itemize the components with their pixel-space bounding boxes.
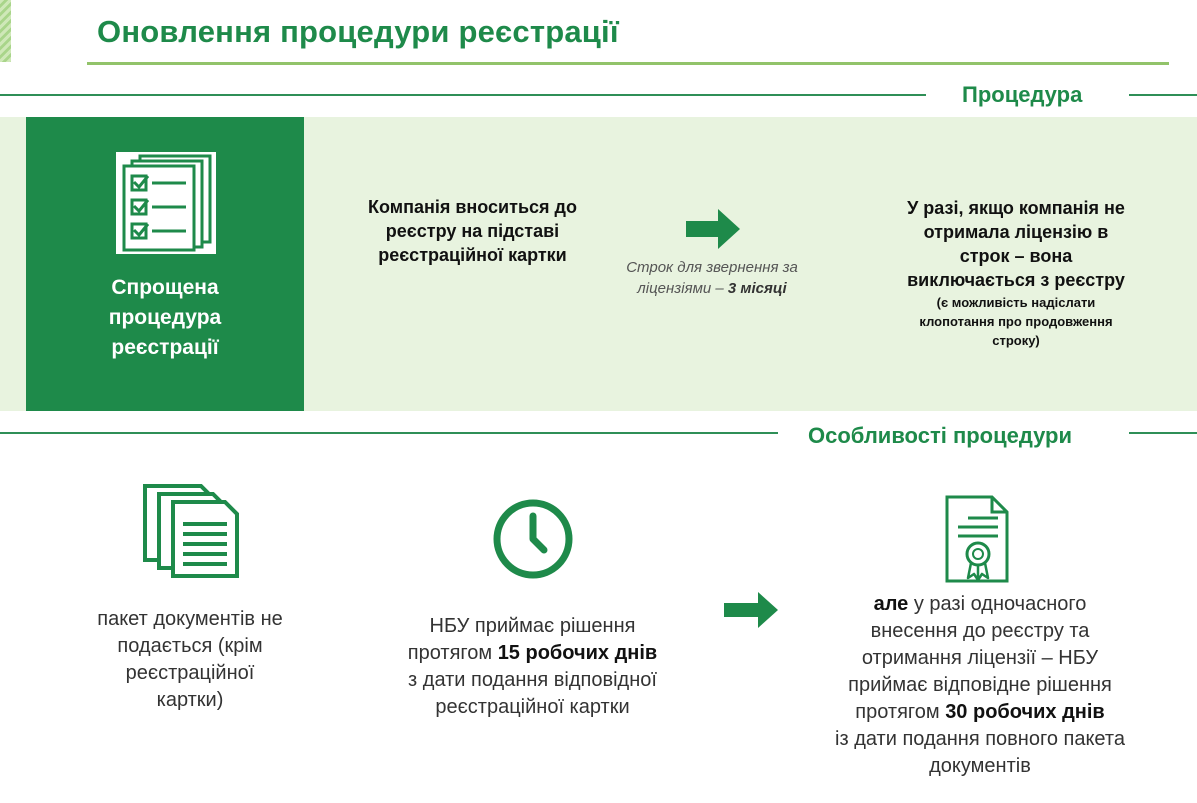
feature-30-days-text: але у разі одночасного внесення до реєстру та отримання ліцензії – НБУ приймає відповідне рішення протягом 30 робочих днів із дати подання повного пакета документів	[835, 593, 1125, 777]
feature-but-bold: але	[873, 593, 909, 615]
feature-30-days-bold: 30 робочих днів	[945, 701, 1105, 723]
term-duration: 3 місяці	[727, 280, 787, 297]
section-divider-right	[1129, 94, 1197, 96]
section-title-procedure: Процедура	[962, 82, 1083, 107]
certificate-icon	[944, 494, 1010, 584]
section-divider-left	[0, 432, 778, 434]
registry-entry-text: Компанія вноситься до реєстру на підставі реєстраційної картки	[368, 197, 577, 265]
license-application-term-note: Строк для звернення за ліцензіями – 3 місяці	[626, 259, 798, 297]
arrow-right-icon	[724, 592, 778, 628]
exclusion-text: У разі, якщо компанія не отримала ліцензію в строк – вона виключається з реєстру	[907, 198, 1125, 290]
feature-no-documents-text: пакет документів не подається (крім реєстраційної картки)	[97, 608, 283, 711]
section-title-features: Особливості процедури	[808, 423, 1073, 448]
section-divider-right	[1129, 432, 1197, 434]
simplified-procedure-label: Спрощена процедура реєстрації	[108, 276, 222, 359]
checklist-documents-icon	[116, 152, 216, 254]
feature-15-days-text: НБУ приймає рішення протягом 15 робочих днів з дати подання відповідної реєстраційної картки	[407, 615, 658, 718]
document-stack-icon	[143, 484, 239, 578]
extension-request-note: (є можливість надіслати клопотання про продовження строку)	[919, 295, 1113, 348]
section-divider-left	[0, 94, 926, 96]
page-title: Оновлення процедури реєстрації	[97, 14, 619, 49]
arrow-right-icon	[686, 209, 740, 249]
feature-15-days-bold: 15 робочих днів	[497, 642, 658, 664]
title-underline	[87, 62, 1169, 65]
corner-decoration	[0, 0, 11, 62]
clock-icon	[492, 498, 574, 580]
